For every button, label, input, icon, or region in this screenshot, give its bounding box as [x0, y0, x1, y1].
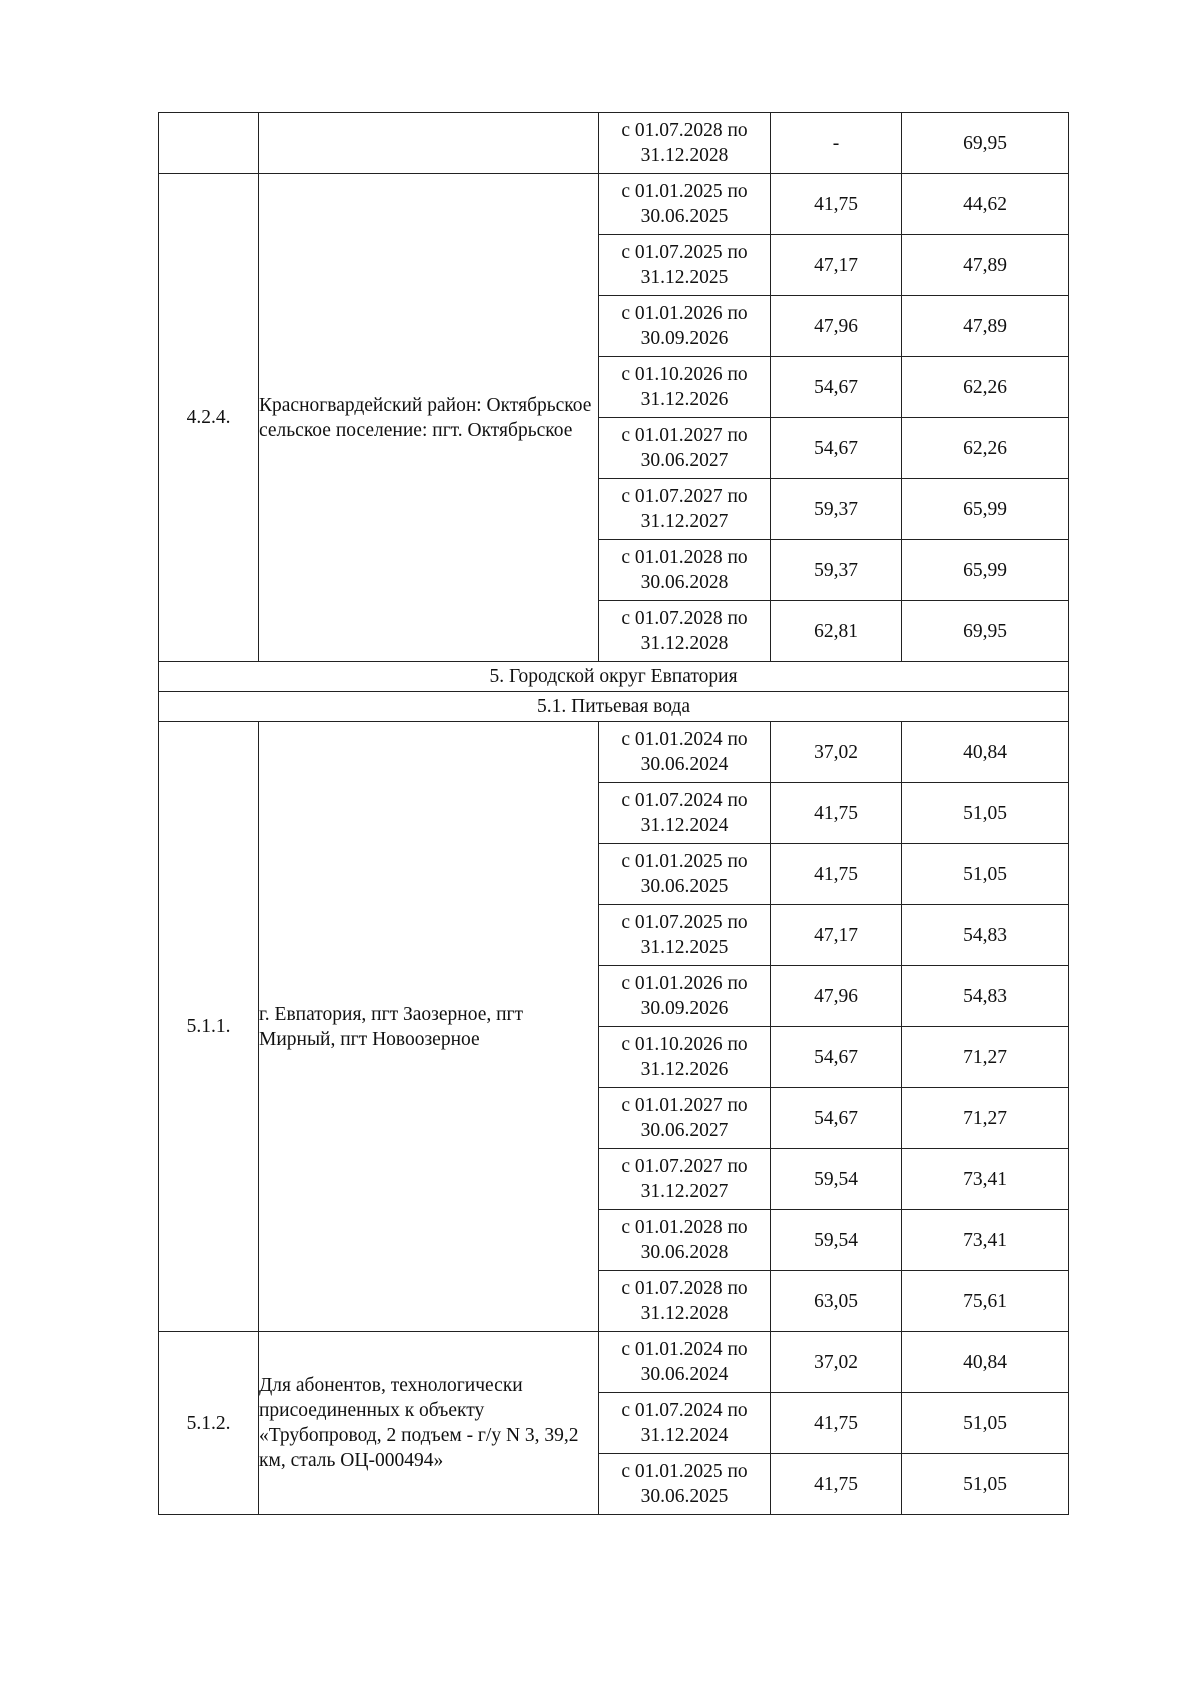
table-row	[159, 1332, 1069, 1393]
period-cell: с 01.01.2026 по 30.09.2026	[599, 296, 771, 357]
period-cell: с 01.07.2028 по 31.12.2028	[599, 1271, 771, 1332]
value-cell: 41,75	[771, 783, 902, 844]
value-cell: 51,05	[902, 783, 1069, 844]
value-cell: 59,37	[771, 479, 902, 540]
value-cell: 73,41	[902, 1210, 1069, 1271]
value-cell: 69,95	[902, 113, 1069, 174]
value-cell: 59,54	[771, 1149, 902, 1210]
period-cell: с 01.07.2027 по 31.12.2027	[599, 479, 771, 540]
value-cell: 41,75	[771, 1454, 902, 1515]
section-title: 5. Городской округ Евпатория	[159, 662, 1069, 692]
value-cell: 54,83	[902, 966, 1069, 1027]
table-row	[159, 113, 1069, 174]
value-cell: 51,05	[902, 1454, 1069, 1515]
value-cell: 54,83	[902, 905, 1069, 966]
table-row	[159, 722, 1069, 783]
row-code: 4.2.4.	[159, 174, 259, 662]
value-cell: 37,02	[771, 1332, 902, 1393]
period-cell: с 01.01.2024 по 30.06.2024	[599, 1332, 771, 1393]
value-cell: 47,89	[902, 296, 1069, 357]
subsection-title: 5.1. Питьевая вода	[159, 692, 1069, 722]
period-cell: с 01.07.2025 по 31.12.2025	[599, 235, 771, 296]
value-cell: 37,02	[771, 722, 902, 783]
value-cell: 47,17	[771, 235, 902, 296]
value-cell: 59,37	[771, 540, 902, 601]
period-cell: с 01.07.2024 по 31.12.2024	[599, 783, 771, 844]
row-code: 5.1.1.	[159, 722, 259, 1332]
value-cell: 54,67	[771, 1027, 902, 1088]
period-cell: с 01.07.2025 по 31.12.2025	[599, 905, 771, 966]
period-cell: с 01.01.2025 по 30.06.2025	[599, 844, 771, 905]
period-cell: с 01.01.2026 по 30.09.2026	[599, 966, 771, 1027]
value-cell: 62,26	[902, 418, 1069, 479]
value-cell: 65,99	[902, 540, 1069, 601]
section-row	[159, 692, 1069, 722]
value-cell: 41,75	[771, 1393, 902, 1454]
value-cell: 41,75	[771, 174, 902, 235]
value-cell: 51,05	[902, 844, 1069, 905]
value-cell: 47,96	[771, 296, 902, 357]
value-cell: -	[771, 113, 902, 174]
value-cell: 40,84	[902, 1332, 1069, 1393]
period-cell: с 01.07.2028 по 31.12.2028	[599, 113, 771, 174]
value-cell: 47,96	[771, 966, 902, 1027]
value-cell: 71,27	[902, 1027, 1069, 1088]
period-cell: с 01.10.2026 по 31.12.2026	[599, 357, 771, 418]
row-name: Для абонентов, технологически присоединенных к объекту «Трубопровод, 2 подъем - г/у N 3, 39,2 км, сталь ОЦ-000494»	[259, 1332, 599, 1515]
value-cell: 75,61	[902, 1271, 1069, 1332]
period-cell: с 01.07.2024 по 31.12.2024	[599, 1393, 771, 1454]
value-cell: 62,26	[902, 357, 1069, 418]
period-cell: с 01.07.2027 по 31.12.2027	[599, 1149, 771, 1210]
value-cell: 44,62	[902, 174, 1069, 235]
value-cell: 62,81	[771, 601, 902, 662]
value-cell: 59,54	[771, 1210, 902, 1271]
value-cell: 71,27	[902, 1088, 1069, 1149]
period-cell: с 01.01.2024 по 30.06.2024	[599, 722, 771, 783]
period-cell: с 01.01.2027 по 30.06.2027	[599, 1088, 771, 1149]
period-cell: с 01.01.2028 по 30.06.2028	[599, 540, 771, 601]
period-cell: с 01.01.2028 по 30.06.2028	[599, 1210, 771, 1271]
value-cell: 47,17	[771, 905, 902, 966]
value-cell: 40,84	[902, 722, 1069, 783]
tariff-table	[158, 112, 1069, 1515]
row-name: г. Евпатория, пгт Заозерное, пгт Мирный, пгт Новоозерное	[259, 722, 599, 1332]
period-cell: с 01.01.2027 по 30.06.2027	[599, 418, 771, 479]
period-cell: с 01.01.2025 по 30.06.2025	[599, 1454, 771, 1515]
value-cell: 47,89	[902, 235, 1069, 296]
value-cell: 63,05	[771, 1271, 902, 1332]
value-cell: 69,95	[902, 601, 1069, 662]
row-name	[259, 113, 599, 174]
value-cell: 54,67	[771, 1088, 902, 1149]
row-code: 5.1.2.	[159, 1332, 259, 1515]
value-cell: 54,67	[771, 357, 902, 418]
value-cell: 54,67	[771, 418, 902, 479]
value-cell: 41,75	[771, 844, 902, 905]
value-cell: 51,05	[902, 1393, 1069, 1454]
section-row	[159, 662, 1069, 692]
value-cell: 65,99	[902, 479, 1069, 540]
period-cell: с 01.07.2028 по 31.12.2028	[599, 601, 771, 662]
period-cell: с 01.01.2025 по 30.06.2025	[599, 174, 771, 235]
period-cell: с 01.10.2026 по 31.12.2026	[599, 1027, 771, 1088]
table-row	[159, 174, 1069, 235]
row-name: Красногвардейский район: Октябрьское сельское поселение: пгт. Октябрьское	[259, 174, 599, 662]
value-cell: 73,41	[902, 1149, 1069, 1210]
row-code	[159, 113, 259, 174]
